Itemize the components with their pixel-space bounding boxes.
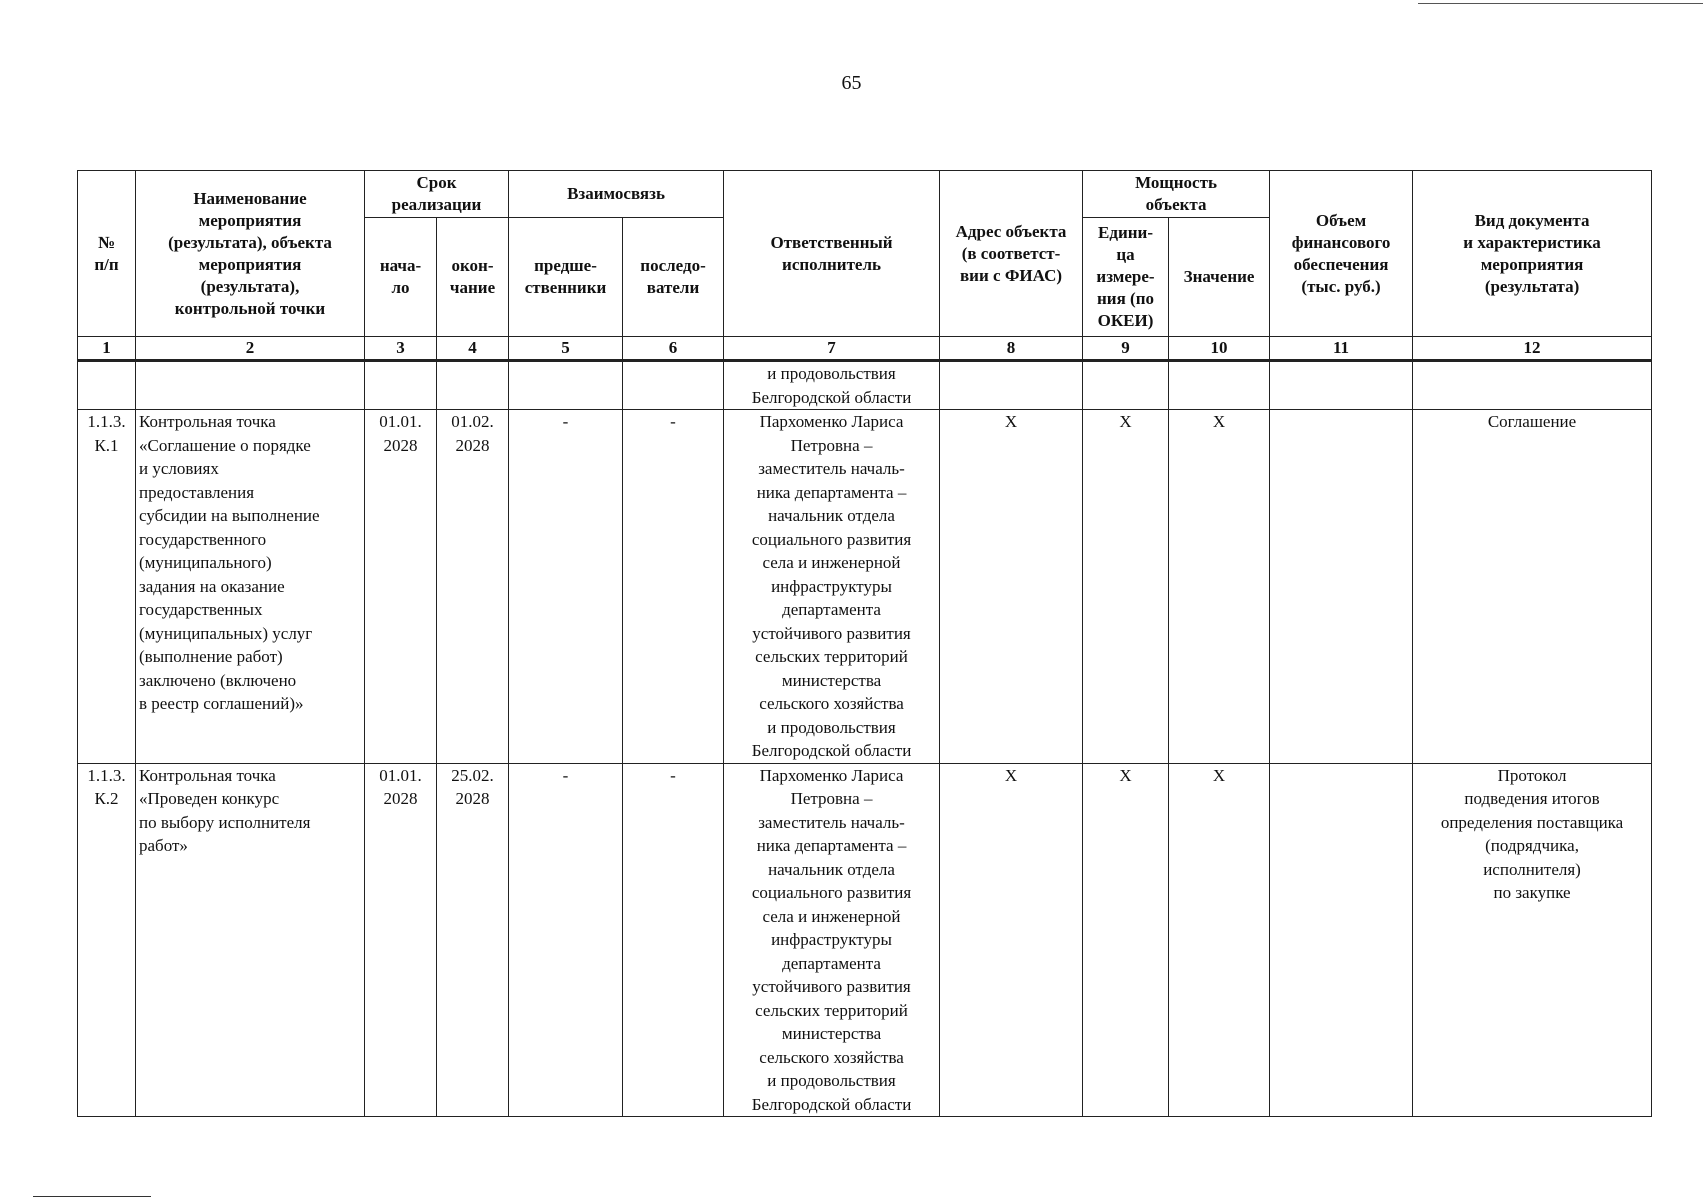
header-row-top <box>78 171 1652 218</box>
cell-empty <box>509 361 623 410</box>
cell-empty <box>437 361 509 410</box>
cell-doc: Соглашение <box>1413 410 1652 764</box>
header-capacity: Мощность объекта <box>1083 171 1270 218</box>
cell-value: X <box>1169 410 1270 764</box>
column-number: 7 <box>724 337 940 361</box>
header-end: окон- чание <box>437 218 509 337</box>
cell-finance <box>1270 410 1413 764</box>
cell-responsible: и продовольствия Белгородской области <box>724 361 940 410</box>
top-edge-rule <box>1418 3 1703 4</box>
column-number: 12 <box>1413 337 1652 361</box>
header-prev: предше- ственники <box>509 218 623 337</box>
column-number: 3 <box>365 337 437 361</box>
header-responsible: Ответственный исполнитель <box>724 171 940 337</box>
cell-empty <box>78 361 136 410</box>
cell-prev: - <box>509 410 623 764</box>
header-next: последо- ватели <box>623 218 724 337</box>
bottom-edge-rule <box>33 1196 151 1197</box>
column-number-row <box>78 337 1652 361</box>
column-number: 11 <box>1270 337 1413 361</box>
header-doc: Вид документа и характеристика мероприятия (результата) <box>1413 171 1652 337</box>
header-no: № п/п <box>78 171 136 337</box>
column-number: 2 <box>136 337 365 361</box>
cell-next: - <box>623 410 724 764</box>
cell-empty <box>1413 361 1652 410</box>
column-number: 8 <box>940 337 1083 361</box>
header-term: Срок реализации <box>365 171 509 218</box>
cell-no: 1.1.3. К.2 <box>78 763 136 1117</box>
cell-prev: - <box>509 763 623 1117</box>
header-value: Значение <box>1169 218 1270 337</box>
cell-empty <box>365 361 437 410</box>
cell-empty <box>940 361 1083 410</box>
column-number: 10 <box>1169 337 1270 361</box>
column-number: 6 <box>623 337 724 361</box>
header-start: нача- ло <box>365 218 437 337</box>
cell-unit: X <box>1083 763 1169 1117</box>
header-relation: Взаимосвязь <box>509 171 724 218</box>
cell-responsible: Пархоменко Лариса Петровна – заместитель началь- ника департамента – начальник отдела социального развития села и инженерной инфраструктуры департамента устойчивого развития сельских территорий министерства сельского хозяйства и продовольствия Белгородской области <box>724 410 940 764</box>
header-address: Адрес объекта (в соответст- вии с ФИАС) <box>940 171 1083 337</box>
page-number: 65 <box>841 72 862 94</box>
cell-finance <box>1270 763 1413 1117</box>
cell-no: 1.1.3. К.1 <box>78 410 136 764</box>
cell-value: X <box>1169 763 1270 1117</box>
cell-unit: X <box>1083 410 1169 764</box>
column-number: 5 <box>509 337 623 361</box>
cell-next: - <box>623 763 724 1117</box>
continuation-row <box>78 361 1652 410</box>
cell-start: 01.01. 2028 <box>365 410 437 764</box>
table-row <box>78 763 1652 1117</box>
cell-responsible: Пархоменко Лариса Петровна – заместитель началь- ника департамента – начальник отдела социального развития села и инженерной инфраструктуры департамента устойчивого развития сельских территорий министерства сельского хозяйства и продовольствия Белгородской области <box>724 763 940 1117</box>
header-finance: Объем финансового обеспечения (тыс. руб.) <box>1270 171 1413 337</box>
cell-name: Контрольная точка «Соглашение о порядке и условиях предоставления субсидии на выполнение государственного (муниципального) задания на оказание государственных (муниципальных) услуг (выполнение работ) заключено (включено в реестр соглашений)» <box>136 410 365 764</box>
header-unit: Едини- ца измере- ния (по ОКЕИ) <box>1083 218 1169 337</box>
column-number: 9 <box>1083 337 1169 361</box>
cell-name: Контрольная точка «Проведен конкурс по выбору исполнителя работ» <box>136 763 365 1117</box>
events-table <box>77 170 1652 1117</box>
table-row <box>78 410 1652 764</box>
cell-empty <box>623 361 724 410</box>
column-number: 4 <box>437 337 509 361</box>
cell-end: 25.02. 2028 <box>437 763 509 1117</box>
cell-start: 01.01. 2028 <box>365 763 437 1117</box>
cell-end: 01.02. 2028 <box>437 410 509 764</box>
cell-empty <box>136 361 365 410</box>
cell-address: X <box>940 410 1083 764</box>
header-name: Наименование мероприятия (результата), объекта мероприятия (результата), контрольной точки <box>136 171 365 337</box>
cell-empty <box>1270 361 1413 410</box>
cell-empty <box>1083 361 1169 410</box>
cell-doc: Протокол подведения итогов определения поставщика (подрядчика, исполнителя) по закупке <box>1413 763 1652 1117</box>
cell-empty <box>1169 361 1270 410</box>
column-number: 1 <box>78 337 136 361</box>
cell-address: X <box>940 763 1083 1117</box>
